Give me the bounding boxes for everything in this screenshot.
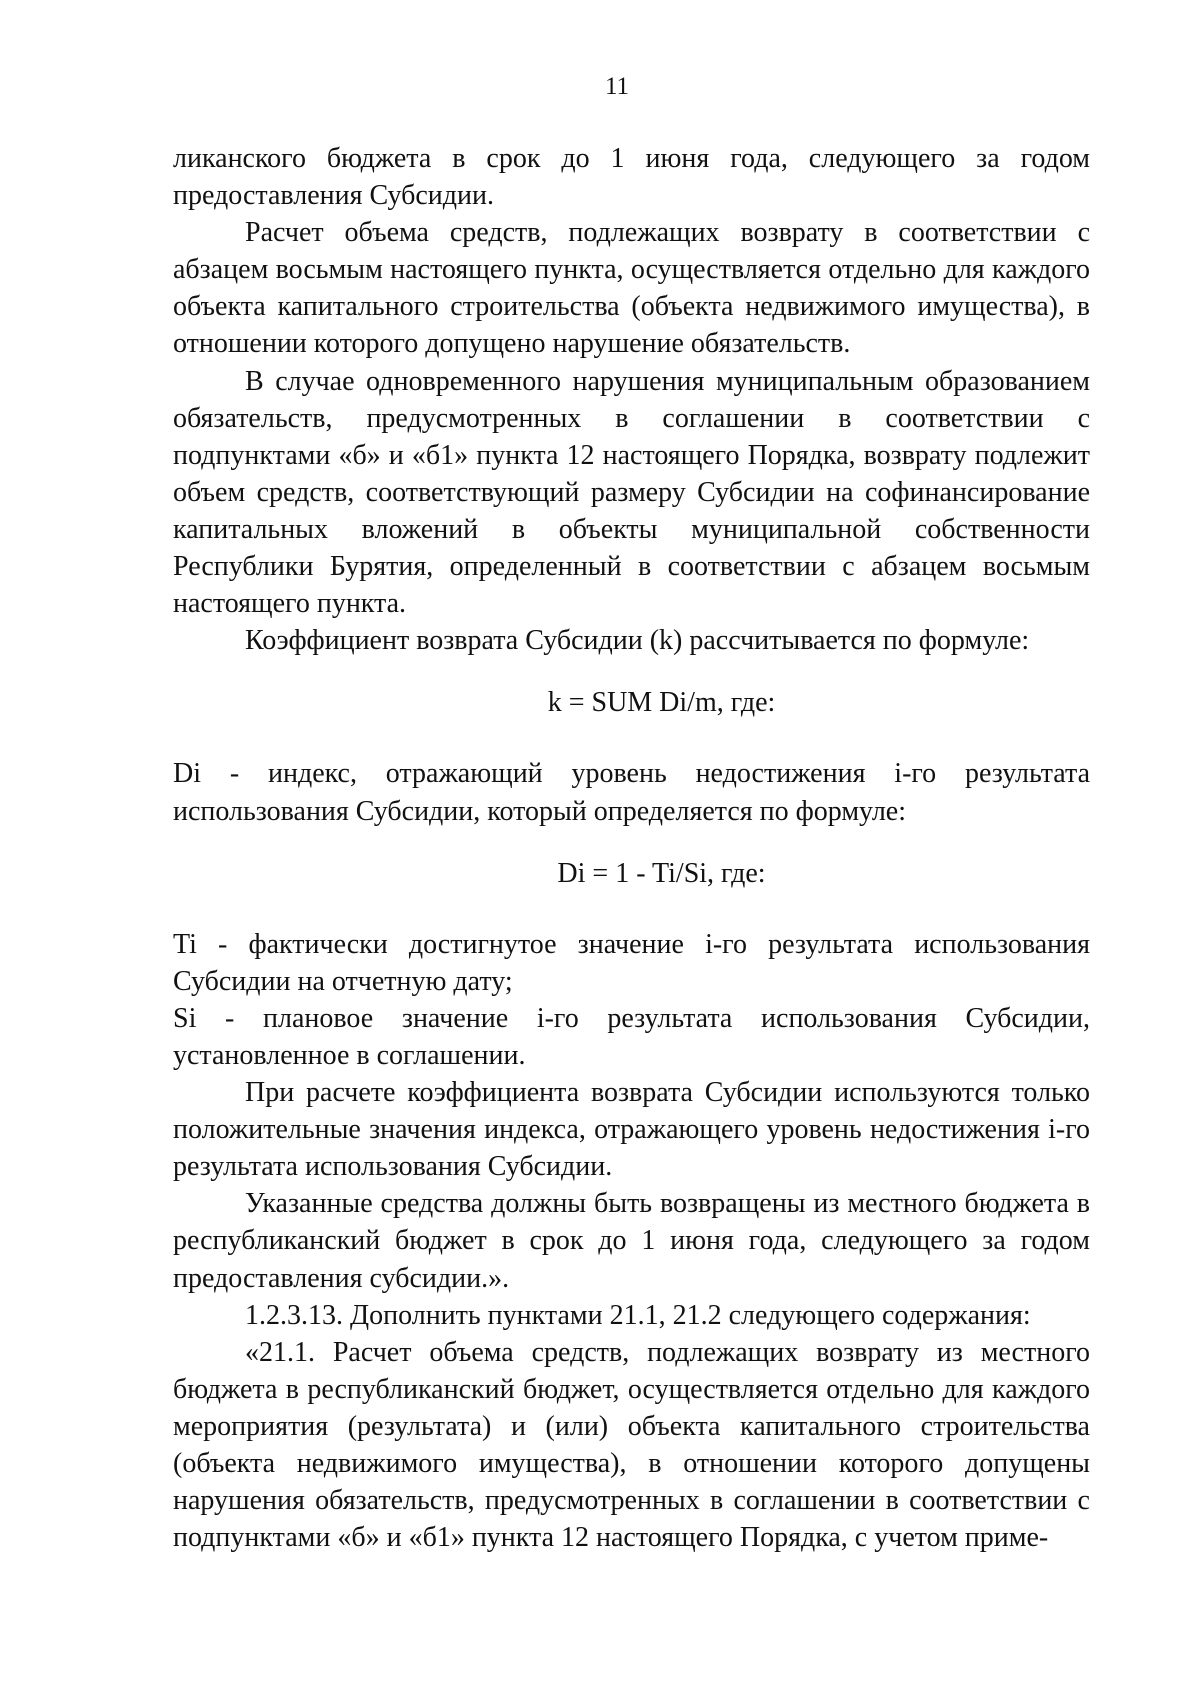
paragraph-di-definition: Di - индекс, отражающий уровень недостижения i-го результата использования Субсидии, который определяется по формуле: <box>173 758 1090 827</box>
paragraph-ti-definition: Ti - фактически достигнутое значение i-го результата использования Субсидии на отчетную дату; <box>173 928 1090 997</box>
paragraph-simultaneous-violation: В случае одновременного нарушения муниципальным образованием обязательств, предусмотренных в соглашении в соответствии с подпунктами «б» и «б1» пункта 12 настоящего Порядка, возврату подлежит объем средств, соответствующий размеру Субсидии на софинансирование капитальных вложений в объекты муниципальной собственности Республики Бурятия, определенный в соответствии с абзацем восьмым настоящего пункта. <box>173 365 1090 620</box>
paragraph-clause-21-1: «21.1. Расчет объема средств, подлежащих возврату из местного бюджета в республиканский бюджет, осуществляется отдельно для каждого мероприятия (результата) и (или) объекта капитального строительства (объекта недвижимого имущества), в отношении которого допущены нарушения обязательств, предусмотренных в соглашении в соответствии с подпунктами «б» и «б1» пункта 12 настоящего Порядка, с учетом приме- <box>173 1336 1090 1554</box>
formula-di: Di = 1 - Ti/Si, где: <box>557 857 766 889</box>
paragraph-continuation: ликанского бюджета в срок до 1 июня года, следующего за годом предоставления Субсидии. <box>173 143 1090 212</box>
paragraph-coefficient-intro: Коэффициент возврата Субсидии (k) рассчитывается по формуле: <box>245 625 1030 657</box>
paragraph-refund-calculation: Расчет объема средств, подлежащих возврату в соответствии с абзацем восьмым настоящего пункта, осуществляется отдельно для каждого объекта капитального строительства (объекта недвижимого имущества), в отношении которого допущено нарушение обязательств. <box>173 217 1090 360</box>
paragraph-si-definition: Si - плановое значение i-го результата использования Субсидии, установленное в соглашении. <box>173 1002 1090 1071</box>
paragraph-return-deadline: Указанные средства должны быть возвращены из местного бюджета в республиканский бюджет в срок до 1 июня года, следующего за годом предоставления субсидии.». <box>173 1188 1090 1294</box>
document-body <box>173 140 1090 1556</box>
paragraph-positive-values: При расчете коэффициента возврата Субсидии используются только положительные значения индекса, отражающего уровень недостижения i-го результата использования Субсидии. <box>173 1077 1090 1183</box>
page-number: 11 <box>604 73 630 100</box>
formula-k: k = SUM Di/m, где: <box>547 687 776 719</box>
paragraph-amendment: 1.2.3.13. Дополнить пунктами 21.1, 21.2 следующего содержания: <box>245 1299 1031 1331</box>
